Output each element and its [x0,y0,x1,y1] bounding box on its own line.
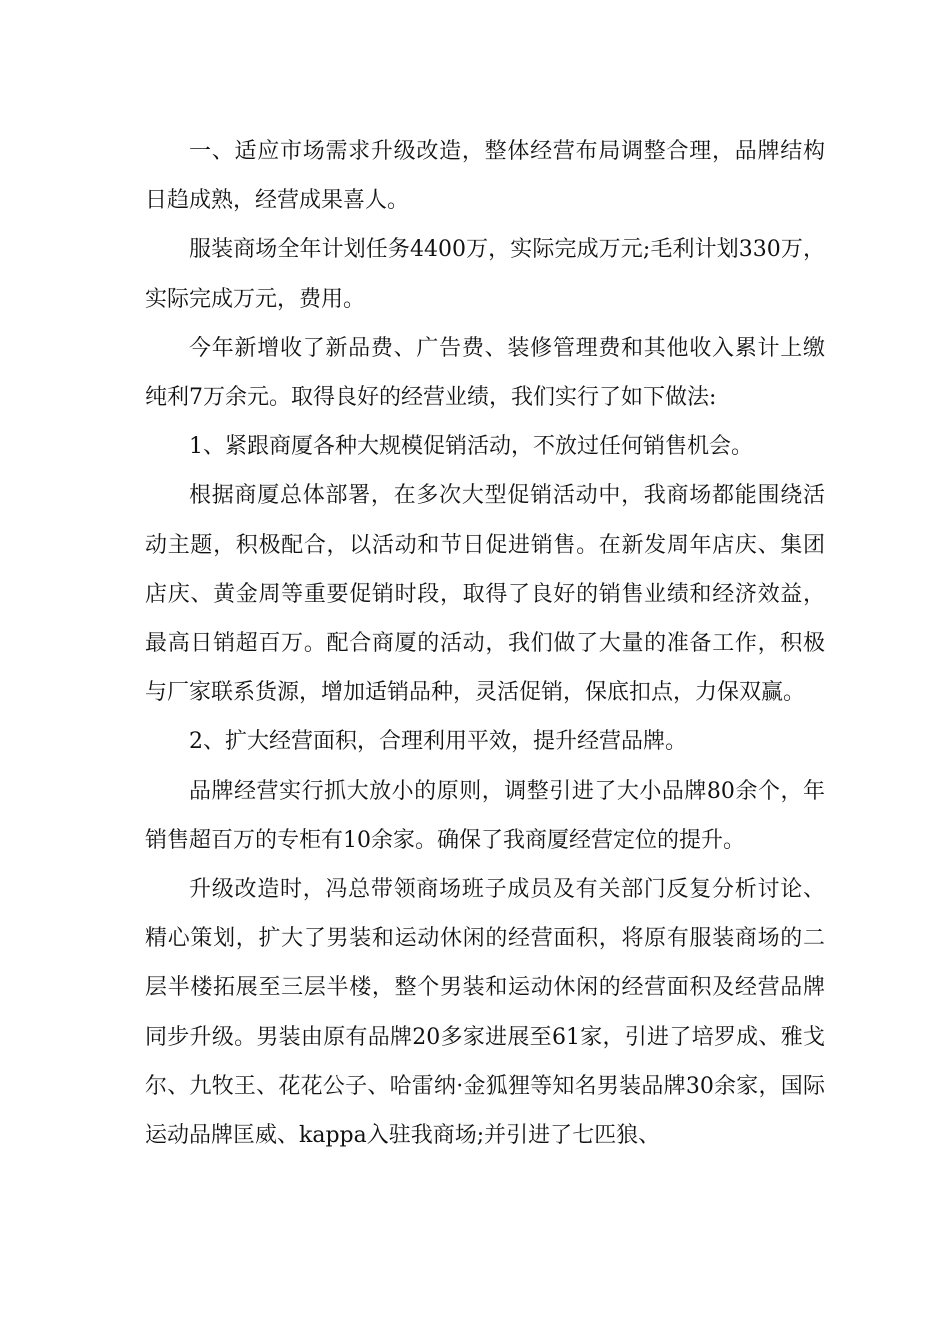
paragraph: 升级改造时，冯总带领商场班子成员及有关部门反复分析讨论、精心策划，扩大了男装和运动休闲的经营面积，将原有服装商场的二层半楼拓展至三层半楼，整个男装和运动休闲的经营面积及经营品牌同步升级。男装由原有品牌20多家进展至61家，引进了培罗成、雅戈尔、九牧王、花花公子、哈雷纳·金狐狸等知名男装品牌30余家，国际运动品牌匡威、kappa入驻我商场;并引进了七匹狼、 [145,877,825,1149]
paragraph: 服装商场全年计划任务4400万，实际完成万元;毛利计划330万，实际完成万元，费用。 [145,237,825,312]
paragraph: 根据商厦总体部署，在多次大型促销活动中，我商场都能围绕活动主题，积极配合，以活动和节日促进销售。在新发周年店庆、集团店庆、黄金周等重要促销时段，取得了良好的销售业绩和经济效益，最高日销超百万。配合商厦的活动，我们做了大量的准备工作，积极与厂家联系货源，增加适销品种，灵活促销，保底扣点，力保双赢。 [145,483,825,706]
paragraph: 今年新增收了新品费、广告费、装修管理费和其他收入累计上缴纯利7万余元。取得良好的经营业绩，我们实行了如下做法: [145,335,825,411]
numbered-point-paragraph: 1、紧跟商厦各种大规模促销活动，不放过任何销售机会。 [189,434,753,460]
numbered-point-paragraph: 2、扩大经营面积，合理利用平效，提升经营品牌。 [189,729,687,755]
paragraph: 品牌经营实行抓大放小的原则，调整引进了大小品牌80余个，年销售超百万的专柜有10余家。确保了我商厦经营定位的提升。 [145,778,825,853]
document-body [145,127,825,1160]
section-heading-paragraph: 一、适应市场需求升级改造，整体经营布局调整合理，品牌结构日趋成熟，经营成果喜人。 [145,139,825,214]
